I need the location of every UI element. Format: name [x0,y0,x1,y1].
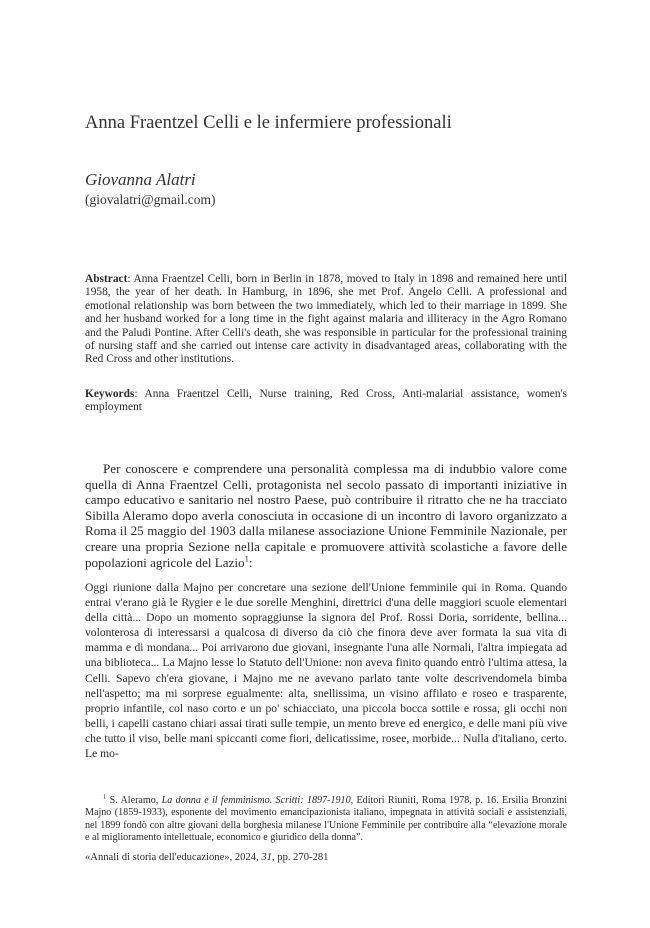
journal-volume: 31 [261,852,272,863]
footnote-ref[interactable]: 1 [244,553,249,564]
article-title: Anna Fraentzel Celli e le infermiere professionali [85,113,452,133]
journal-pages: , pp. 270-281 [271,852,329,863]
abstract-label: Abstract [85,273,128,285]
block-quote: Oggi riunione dalla Majno per concretare una sezione dell'Unione femminile qui in Roma. Quando entrai v'erano già le Rygier e le due sorelle Menghini, direttrici d'una delle maggiori scuole elementari della città... Dopo un momento sopraggiunse la signora del Prof. Rossi Doria, sorridente, bellina... volonterosa di interessarsi a qualcosa di diverso da ciò che finora deve aver formata la sua vita di mamma e di mondana... Poi arrivarono due giovani, insegnante l'una alle Normali, l'altra impiegata ad una biblioteca... La Majno lesse lo Statuto dell'Unione: non aveva finito quando entrò l'ultima attesa, la Celli. Sapevo ch'era giovane, i Majno me ne avevano parlato tante volte descrivendomela bimba nell'aspetto; ma mi sorprese egualmente: alta, snellissima, un visino affilato e roseo e trasparente, proprio infantile, col naso corto e un po' schiacciato, una piccola bocca sottile e rossa, gli occhi non belli, i capelli castano chiari assai tirati sulle tempie, un mento breve ed energico, e delle mani più vive che tutto il viso, belle mani spiccanti come fiori, delicatissime, rosee, morbide... Nulla d'italiano, certo. Le mo- [85,581,567,761]
keywords-text: : Anna Fraentzel Celli, Nurse training, Red Cross, Anti-malarial assistance, women's employment [85,388,567,414]
abstract [85,273,567,367]
intro-paragraph [85,461,567,570]
intro-text: Per conoscere e comprendere una personalità complessa ma di indubbio valore come quella di Anna Fraentzel Celli, protagonista nel secolo passato di importanti iniziative in campo educativo e sanitario nel nostro Paese, può contribuire il ritratto che ne ha tracciato Sibilla Aleramo dopo averla conosciuta in occasione di un incontro di lavoro organizzato a Roma il 25 maggio del 1903 dalla milanese associazione Unione Femminile Nazionale, per creare una propria Sezione nella capitale e promuovere attività scolastiche a favore delle popolazioni agricole del Lazio [85,461,567,570]
intro-end: : [248,554,253,570]
footnote-work-title: La donna e il femminismo. Scritti: 1897-1910 [161,795,351,806]
footnote [85,795,567,845]
journal-citation [85,852,328,863]
abstract-text: : Anna Fraentzel Celli, born in Berlin in 1878, moved to Italy in 1898 and remained here until 1958, the year of her death. In Hamburg, in 1896, she met Prof. Angelo Celli. A professional and emotional relationship was born between the two immediately, which led to their marriage in 1899. She and her husband worked for a long time in the fight against malaria and illiteracy in the Agro Romano and the Paludi Pontine. After Celli's death, she was responsible in particular for the professional training of nursing staff and she carried out intense care activity in disadvantaged areas, collaborating with the Red Cross and other institutions. [85,273,567,366]
keywords [85,388,567,415]
footnote-text-b: , Editori Riuniti, Roma 1978, p. 16. Ersilia Bronzini Majno (1859-1933), esponente del movimento emancipazionista italiano, impegnata in attività sociali e assistenziali, nel 1899 fondò con altre giovani della borghesia milanese l'Unione Femminile per contribuire alla “elevazione morale e al miglioramento intellettuale, economico e giuridico della donna”. [85,795,567,844]
footnote-number: 1 [103,793,107,801]
keywords-label: Keywords [85,388,135,400]
author-name: Giovanna Alatri [85,170,196,189]
journal-name: «Annali di storia dell'educazione», 2024, [85,852,262,863]
paper-page [85,0,567,928]
author-email: (giovalatri@gmail.com) [85,192,216,207]
footnote-text-a: S. Aleramo, [106,795,162,806]
